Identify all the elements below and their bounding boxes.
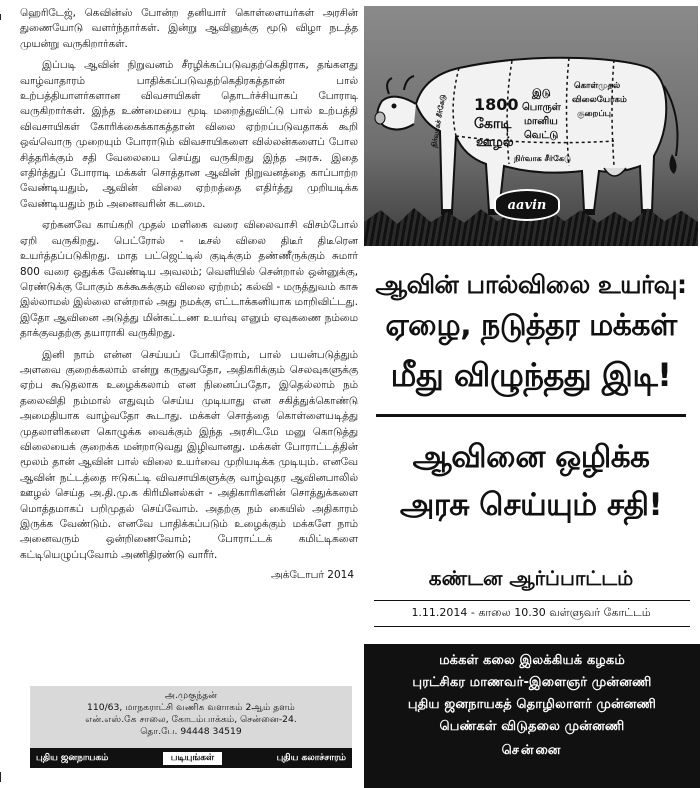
contact-address-box (30, 686, 352, 768)
crop-mark-top-left (0, 14, 1, 20)
headline-line-2: ஏழை, நடுத்தர மக்கள் (385, 308, 677, 343)
cow-label-scam: ஊழல் (476, 135, 514, 150)
cow-label-procurement: கொள்முதல் (574, 81, 621, 91)
article-paragraph-1: ஹெரிடேஜ், கெவின்ஸ் போன்ற தனியார் கொள்ளையர்கள் அரசின் துணையோடு வளர்ந்தார்கள். இன்று ஆவினுக்கு மூடு விழா நடத்த முயன்று வருகிறார்கள். (20, 7, 358, 50)
cow-label-subsidy: மானிய (524, 116, 558, 127)
event-title: கண்டன ஆர்ப்பாட்டம் (428, 566, 634, 590)
cow-illustration-panel (364, 6, 698, 246)
cow-label-1800: 1800 (474, 95, 519, 114)
organization-name: பெண்கள் விடுதலை முன்னணி (439, 719, 625, 734)
publications-bar (30, 748, 352, 768)
cow-label-goods: பொருள் (522, 102, 561, 113)
cow-label-cut: வெட்டு (524, 130, 559, 141)
crop-mark-bottom-left (0, 772, 1, 782)
address-line-2: என்.எஸ்.கே சாலை, கோடம்பாக்கம், சென்னை-24. (85, 714, 297, 725)
organization-name: புதிய ஜனநாயகத் தொழிலாளர் முன்னணி (407, 697, 657, 712)
event-details: 1.11.2014 - காலை 10.30 வள்ளுவர் கோட்டம் (411, 606, 651, 619)
contact-phone: தொ.பே. 94448 34519 (140, 726, 242, 737)
cow-label-reduction: குறைப்பு (577, 109, 611, 119)
publication-name: புதிய கலாச்சாரம் (276, 752, 346, 763)
cow-label-crore: கோடி (474, 116, 512, 132)
date-signoff: அக்டோபர் 2014 (270, 569, 354, 582)
headline-line-4: ஆவினை ஒழிக்க (412, 439, 650, 475)
city-name: சென்னை (501, 743, 563, 758)
cow-label-pricing: விலையோகம் (572, 95, 627, 105)
read-label: படியுங்கள் (163, 752, 222, 765)
organization-name: மக்கள் கலை இலக்கியக் கழகம் (439, 653, 625, 668)
event-rule-top (374, 600, 690, 601)
poster-column (362, 0, 700, 788)
cow-label-input: இடு (532, 88, 551, 99)
cow-label-neck: நிர்வாகச் சீர்கேடு (430, 93, 448, 149)
headline-line-3: மீது விழுந்தது இடி! (390, 356, 672, 394)
aavin-logo: aavin (494, 189, 560, 221)
headline-block (364, 268, 698, 529)
address-line-1: 110/63, மாநகராட்சி வணிக வளாகம் 2ஆம் தளம் (87, 702, 295, 713)
headline-line-1: ஆவின் பால்விலை உயர்வு: (375, 270, 687, 299)
contact-name: அ.முகுந்தன் (164, 690, 218, 701)
article-column (20, 6, 358, 781)
event-details-bar (364, 600, 698, 618)
article-paragraph-2: இப்படி ஆவின் நிறுவனம் சீரழிக்கப்படுவதற்கெதிராக, தங்களது வாழ்வாதாரம் பாதிக்கப்படுவதற்கெதிரகத்தான் பால் உற்பத்தியாளர்களான விவசாயிகள் தொடர்ச்சியாகப் போராடி வருகிறார்கள். இந்த உண்மையை மூடி மறைத்துவிட்டு பால் உற்பத்தி விவசாயிகள் கோரிக்கைக்காகத்தான் விலை ஏற்றப்படுவதாகக் கூறி ஒவ்வொரு முறையும் போராடும் விவசாயிகளை வில்லன்களைப் போல சித்தரிக்கும் சதி வேலையை செய்து வருகிறது இந்த அரசு. இதை எதிர்த்துப் போராடி மக்கள் சொத்தான ஆவின் நிறுவனத்தை காப்பாற்ற வேண்டியதும், ஆவின் விலை ஏற்றத்தை எதிர்த்து முறியடிக்க வேண்டியதும் நம் அனைவரின் கடமை. (20, 59, 358, 210)
headline-line-5: அரசு செய்யும் சதி! (399, 487, 663, 523)
article-paragraph-4: இனி நாம் என்ன செய்யப் போகிறோம், பால் பயன்படுத்தும் அளவை குறைக்கலாம் என்று கருதுவதோ, அதிகரிக்கும் செலவுகளுக்கு ஏற்ப கூடுதலாக உழைக்கலாம் என நினைப்பதோ, இதெல்லாம் நம் தலைவிதி நம்மால் எதுவும் செய்ய முடியாது என சகித்துக்கொண்டு அமைதியாக வாழ்வதோ கூடாது. மக்கள் சொத்தை கொள்ளையடித்து முதலாளிகளை கொழுக்க வைக்கும் இந்த அரசிடமே மனு கொடுத்து விலையைக் குறைக்க மன்றாடுவது இழிவானது. மக்கள் போராட்டத்தின் மூலம் தான் ஆவின் பால் விலை உயர்வை முறியடிக்க முடியும். எனவே ஆவின் நட்டத்தை ஈடுகட்டி விவசாயிகளுக்கு வாழ்வுதர ஆவினபாலில் ஊழல் செய்த அ.தி.மு.க கிரிமினல்கள் - அதிகாரிகளின் சொத்துக்களை மொத்தமாகப் பறிமுதல் செய்வோம். அதற்கு நம் கையில் அதிகாரம் இருக்க வேண்டும். எனவே பாதிக்கப்படும் உழைக்கும் மக்களே நாம் அனைவரும் ஒன்றிணைவோம்; போராட்டக் கமிட்டிகளை கட்டியெழுப்புவோம் அணிதிரண்டு வாரீர். (20, 348, 358, 561)
organizations-box (364, 644, 700, 788)
organization-name: புரட்சிகர மாணவர்-இளைஞர் முன்னணி (412, 675, 652, 690)
headline-divider (376, 414, 686, 417)
event-rule-bottom (374, 626, 690, 627)
cow-label-belly: நிர்வாக சீர்கேடு (514, 154, 572, 163)
article-paragraph-3: ஏற்கனவே காய்கறி முதல் மளிகை வரை விலைவாசி விசம்போல் ஏறி வருகிறது. பெட்ரோல் - டீசல் விலை திடீர் திடீரென உயர்த்தப்படுகிறது. மாத பட்ஜெட்டில் குடிக்கும் தண்ணீருக்கும் சுமார் 800 வரை ஒதுக்க வேண்டிய அவலம்; வெளியில் சென்றால் ஒன்னுக்கு, ரெண்டுக்கு போகும் கக்கூசுக்கும் விலை ஏற்றம்; கல்வி - மருத்துவம் காசு இல்லாமல் இல்லை என்றால் அது நமக்கு எட்டாக்கனியாக மாறிவிட்டது. இதோ ஆவினை அடுத்து மின்கட்டண உயர்வு எனும் ஏவுகணை நம்மை தாக்குவதற்கு தயாராகி வருகிறது. (20, 219, 358, 340)
publication-name: புதிய ஜனநாயகம் (36, 752, 109, 763)
